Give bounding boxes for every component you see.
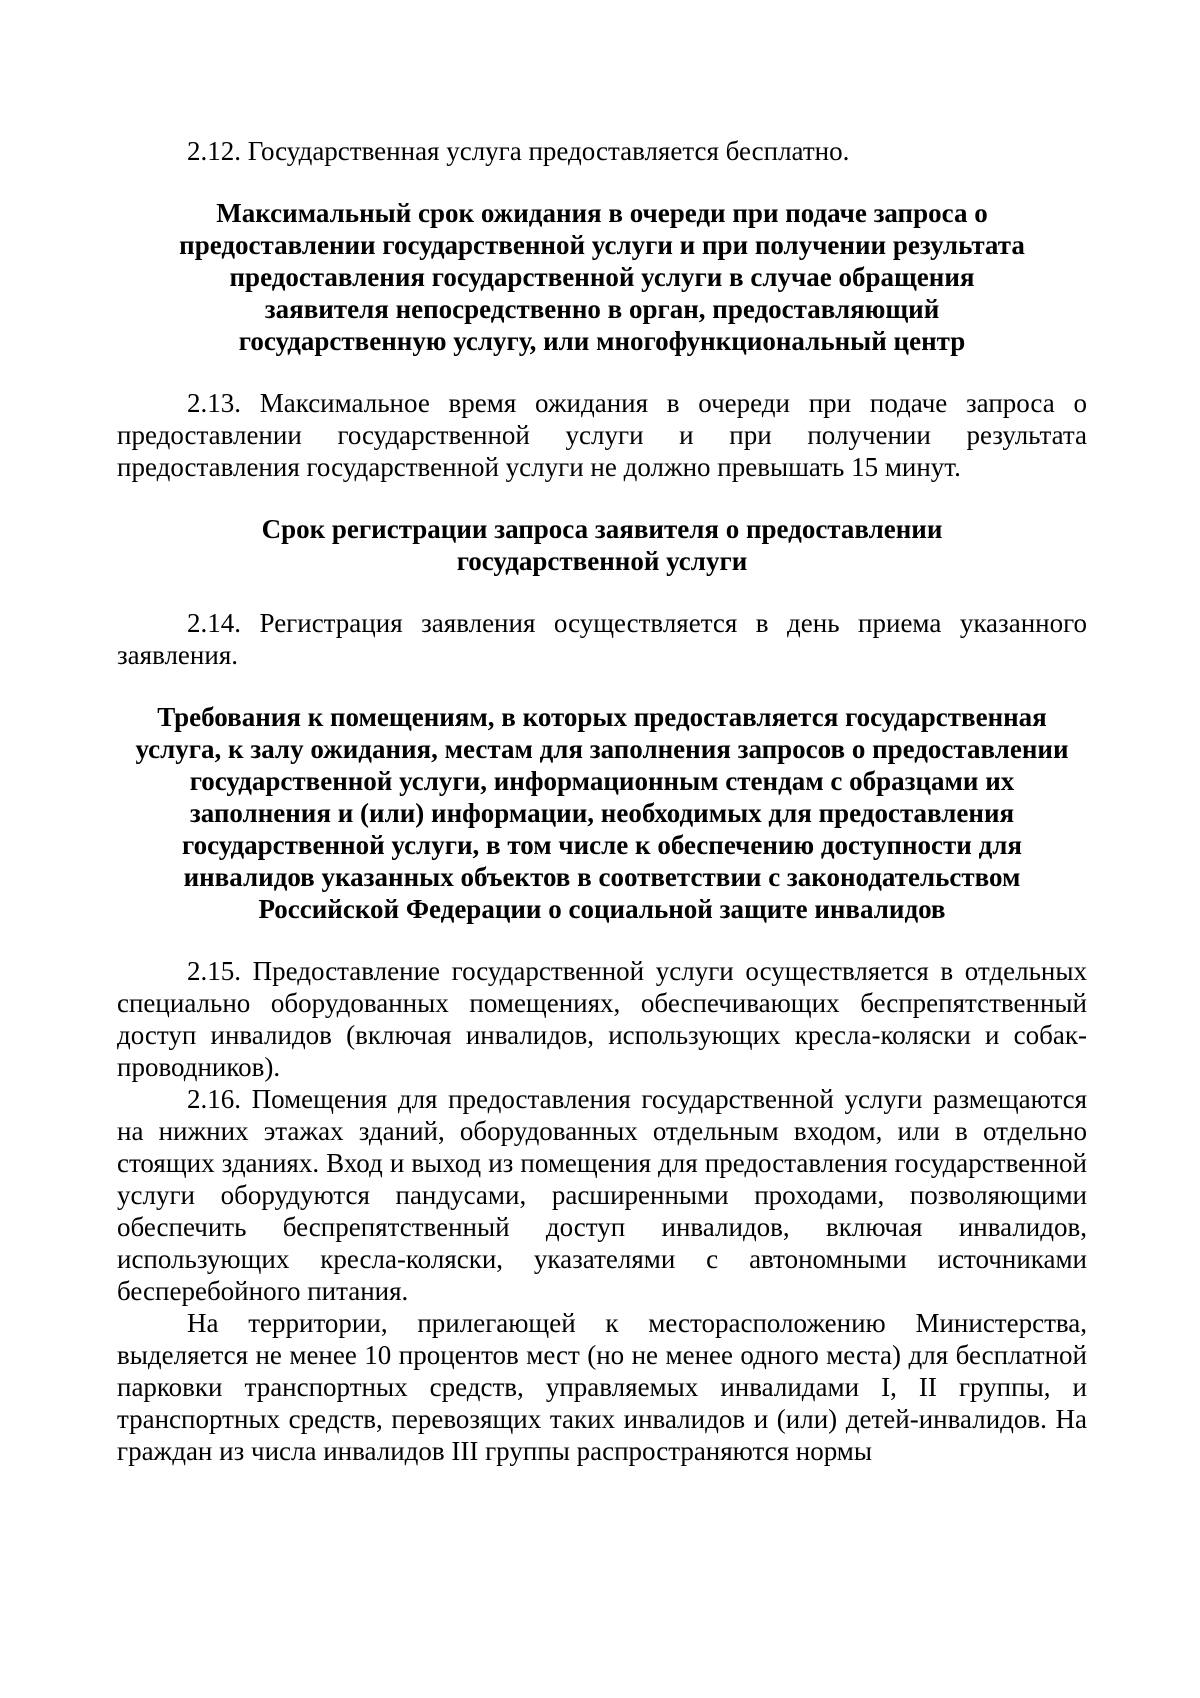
heading-queue-time: Максимальный срок ожидания в очереди при подаче запроса о предоставлении государственной услуги и при получении результата предоставления государственной услуги в случае обращения заявителя непосредственно в орган, предоставляющий государственную услугу, или многофункциональный центр bbox=[179, 198, 1025, 356]
heading-premises-requirements: Требования к помещениям, в которых предоставляется государственная услуга, к залу ожидания, местам для заполнения запросов о предоставлении государственной услуги, информационным стендам с образцами их заполнения и (или) информации, необходимых для предоставления государственной услуги, в том числе к обеспечению доступности для инвалидов указанных объектов в соответствии с законодательством Российской Федерации о социальной защите инвалидов bbox=[135, 702, 1069, 924]
paragraph-2-12: 2.12. Государственная услуга предоставляется бесплатно. bbox=[187, 136, 850, 166]
paragraph-2-14: 2.14. Регистрация заявления осуществляется в день приема указанного заявления. bbox=[117, 608, 1087, 670]
paragraph-2-15: 2.15. Предоставление государственной услуги осуществляется в отдельных специально оборудованных помещениях, обеспечивающих беспрепятственный доступ инвалидов (включая инвалидов, использующих кресла-коляски и собак-проводников). bbox=[117, 956, 1087, 1082]
heading-registration-term: Срок регистрации запроса заявителя о предоставлении государственной услуги bbox=[261, 514, 943, 576]
paragraph-2-13: 2.13. Максимальное время ожидания в очереди при подаче запроса о предоставлении государственной услуги и при получении результата предоставления государственной услуги не должно превышать 15 минут. bbox=[117, 388, 1087, 482]
paragraph-parking: На территории, прилегающей к месторасположению Министерства, выделяется не менее 10 процентов мест (но не менее одного места) для бесплатной парковки транспортных средств, управляемых инвалидами I, II группы, и транспортных средств, перевозящих таких инвалидов и (или) детей-инвалидов. На граждан из числа инвалидов III группы распространяются нормы bbox=[117, 1308, 1087, 1466]
document-body bbox=[117, 135, 1087, 1467]
paragraph-2-16: 2.16. Помещения для предоставления государственной услуги размещаются на нижних этажах зданий, оборудованных отдельным входом, или в отдельно стоящих зданиях. Вход и выход из помещения для предоставления государственной услуги оборудуются пандусами, расширенными проходами, позволяющими обеспечить беспрепятственный доступ инвалидов, включая инвалидов, использующих кресла-коляски, указателями с автономными источниками бесперебойного питания. bbox=[117, 1084, 1087, 1306]
